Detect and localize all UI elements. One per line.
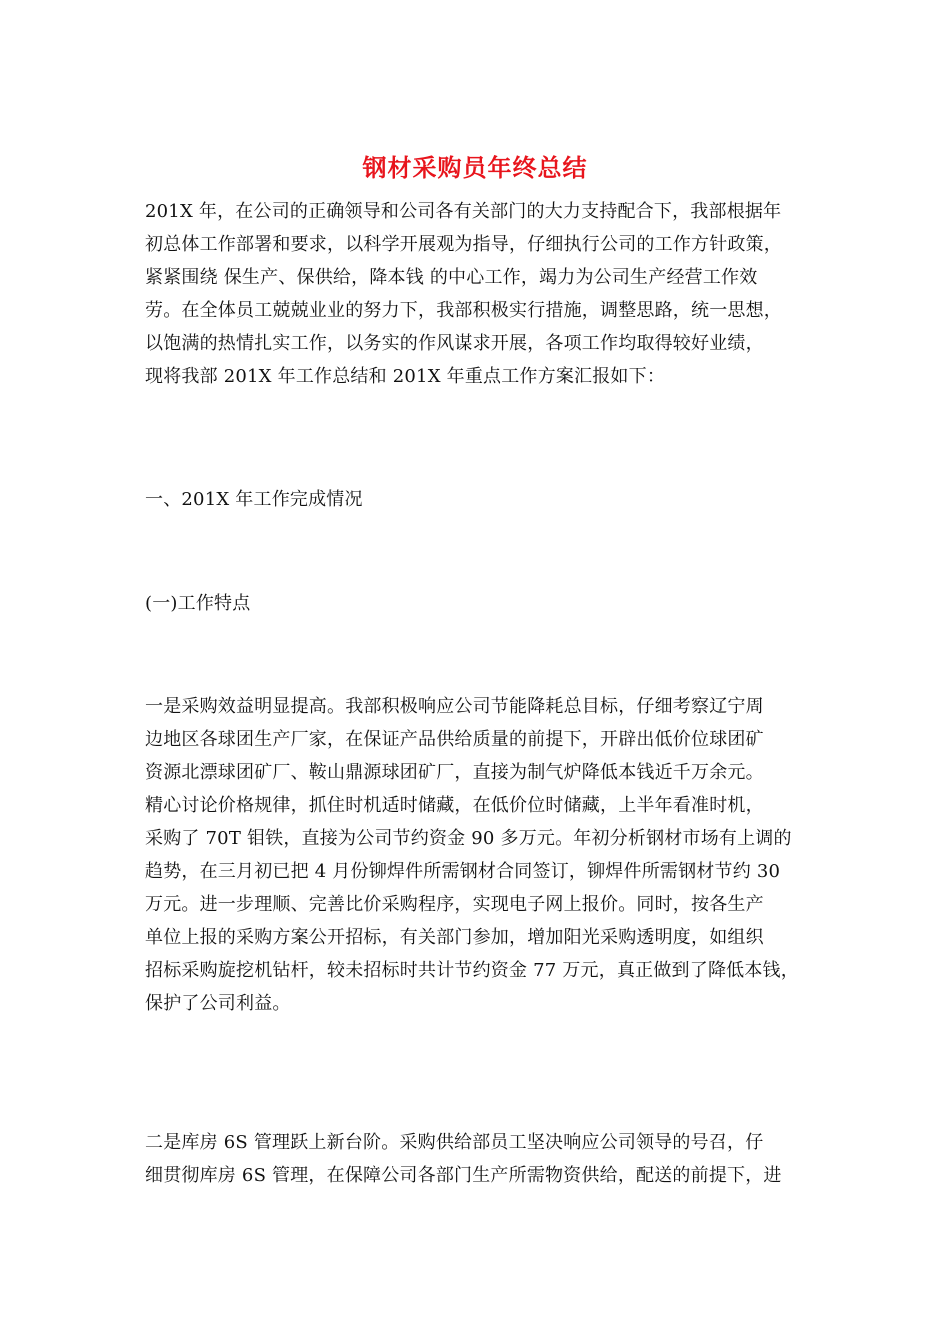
paragraph-line: 保护了公司利益。 bbox=[145, 993, 291, 1014]
paragraph-line: 细贯彻库房 6S 管理，在保障公司各部门生产所需物资供给，配送的前提下，进 bbox=[145, 1165, 782, 1186]
intro-line: 初总体工作部署和要求，以科学开展观为指导，仔细执行公司的工作方针政策， bbox=[145, 234, 782, 255]
paragraph-line: 精心讨论价格规律，抓住时机适时储藏，在低价位时储藏，上半年看准时机， bbox=[145, 795, 764, 816]
paragraph-line: 单位上报的采购方案公开招标，有关部门参加，增加阳光采购透明度，如组织 bbox=[145, 927, 764, 948]
document-title: 钢材采购员年终总结 bbox=[362, 154, 588, 182]
paragraph-line: 一是采购效益明显提高。我部积极响应公司节能降耗总目标，仔细考察辽宁周 bbox=[145, 696, 764, 717]
paragraph-line: 边地区各球团生产厂家，在保证产品供给质量的前提下，开辟出低价位球团矿 bbox=[145, 729, 764, 750]
paragraph-line: 招标采购旋挖机钻杆，较未招标时共计节约资金 77 万元，真正做到了降低本钱， bbox=[145, 960, 799, 981]
intro-line: 201X 年，在公司的正确领导和公司各有关部门的大力支持配合下，我部根据年 bbox=[145, 201, 782, 222]
intro-line: 紧紧围绕 保生产、保供给，降本钱 的中心工作，竭力为公司生产经营工作效 bbox=[145, 267, 758, 288]
paragraph-line: 二是库房 6S 管理跃上新台阶。采购供给部员工坚决响应公司领导的号召，仔 bbox=[145, 1132, 764, 1153]
paragraph-line: 万元。进一步理顺、完善比价采购程序，实现电子网上报价。同时，按各生产 bbox=[145, 894, 764, 915]
paragraph-line: 资源北漂球团矿厂、鞍山鼎源球团矿厂，直接为制气炉降低本钱近千万余元。 bbox=[145, 762, 764, 783]
intro-line: 以饱满的热情扎实工作，以务实的作风谋求开展，各项工作均取得较好业绩， bbox=[145, 333, 764, 354]
intro-line: 现将我部 201X 年工作总结和 201X 年重点工作方案汇报如下： bbox=[145, 366, 666, 387]
paragraph-line: 采购了 70T 钼铁，直接为公司节约资金 90 多万元。年初分析钢材市场有上调的 bbox=[145, 828, 792, 849]
subsection-heading: (一)工作特点 bbox=[145, 593, 251, 614]
paragraph-line: 趋势，在三月初已把 4 月份铆焊件所需钢材合同签订，铆焊件所需钢材节约 30 bbox=[145, 861, 781, 882]
intro-line: 劳。在全体员工兢兢业业的努力下，我部积极实行措施，调整思路，统一思想， bbox=[145, 300, 782, 321]
section-heading: 一、201X 年工作完成情况 bbox=[145, 489, 363, 510]
